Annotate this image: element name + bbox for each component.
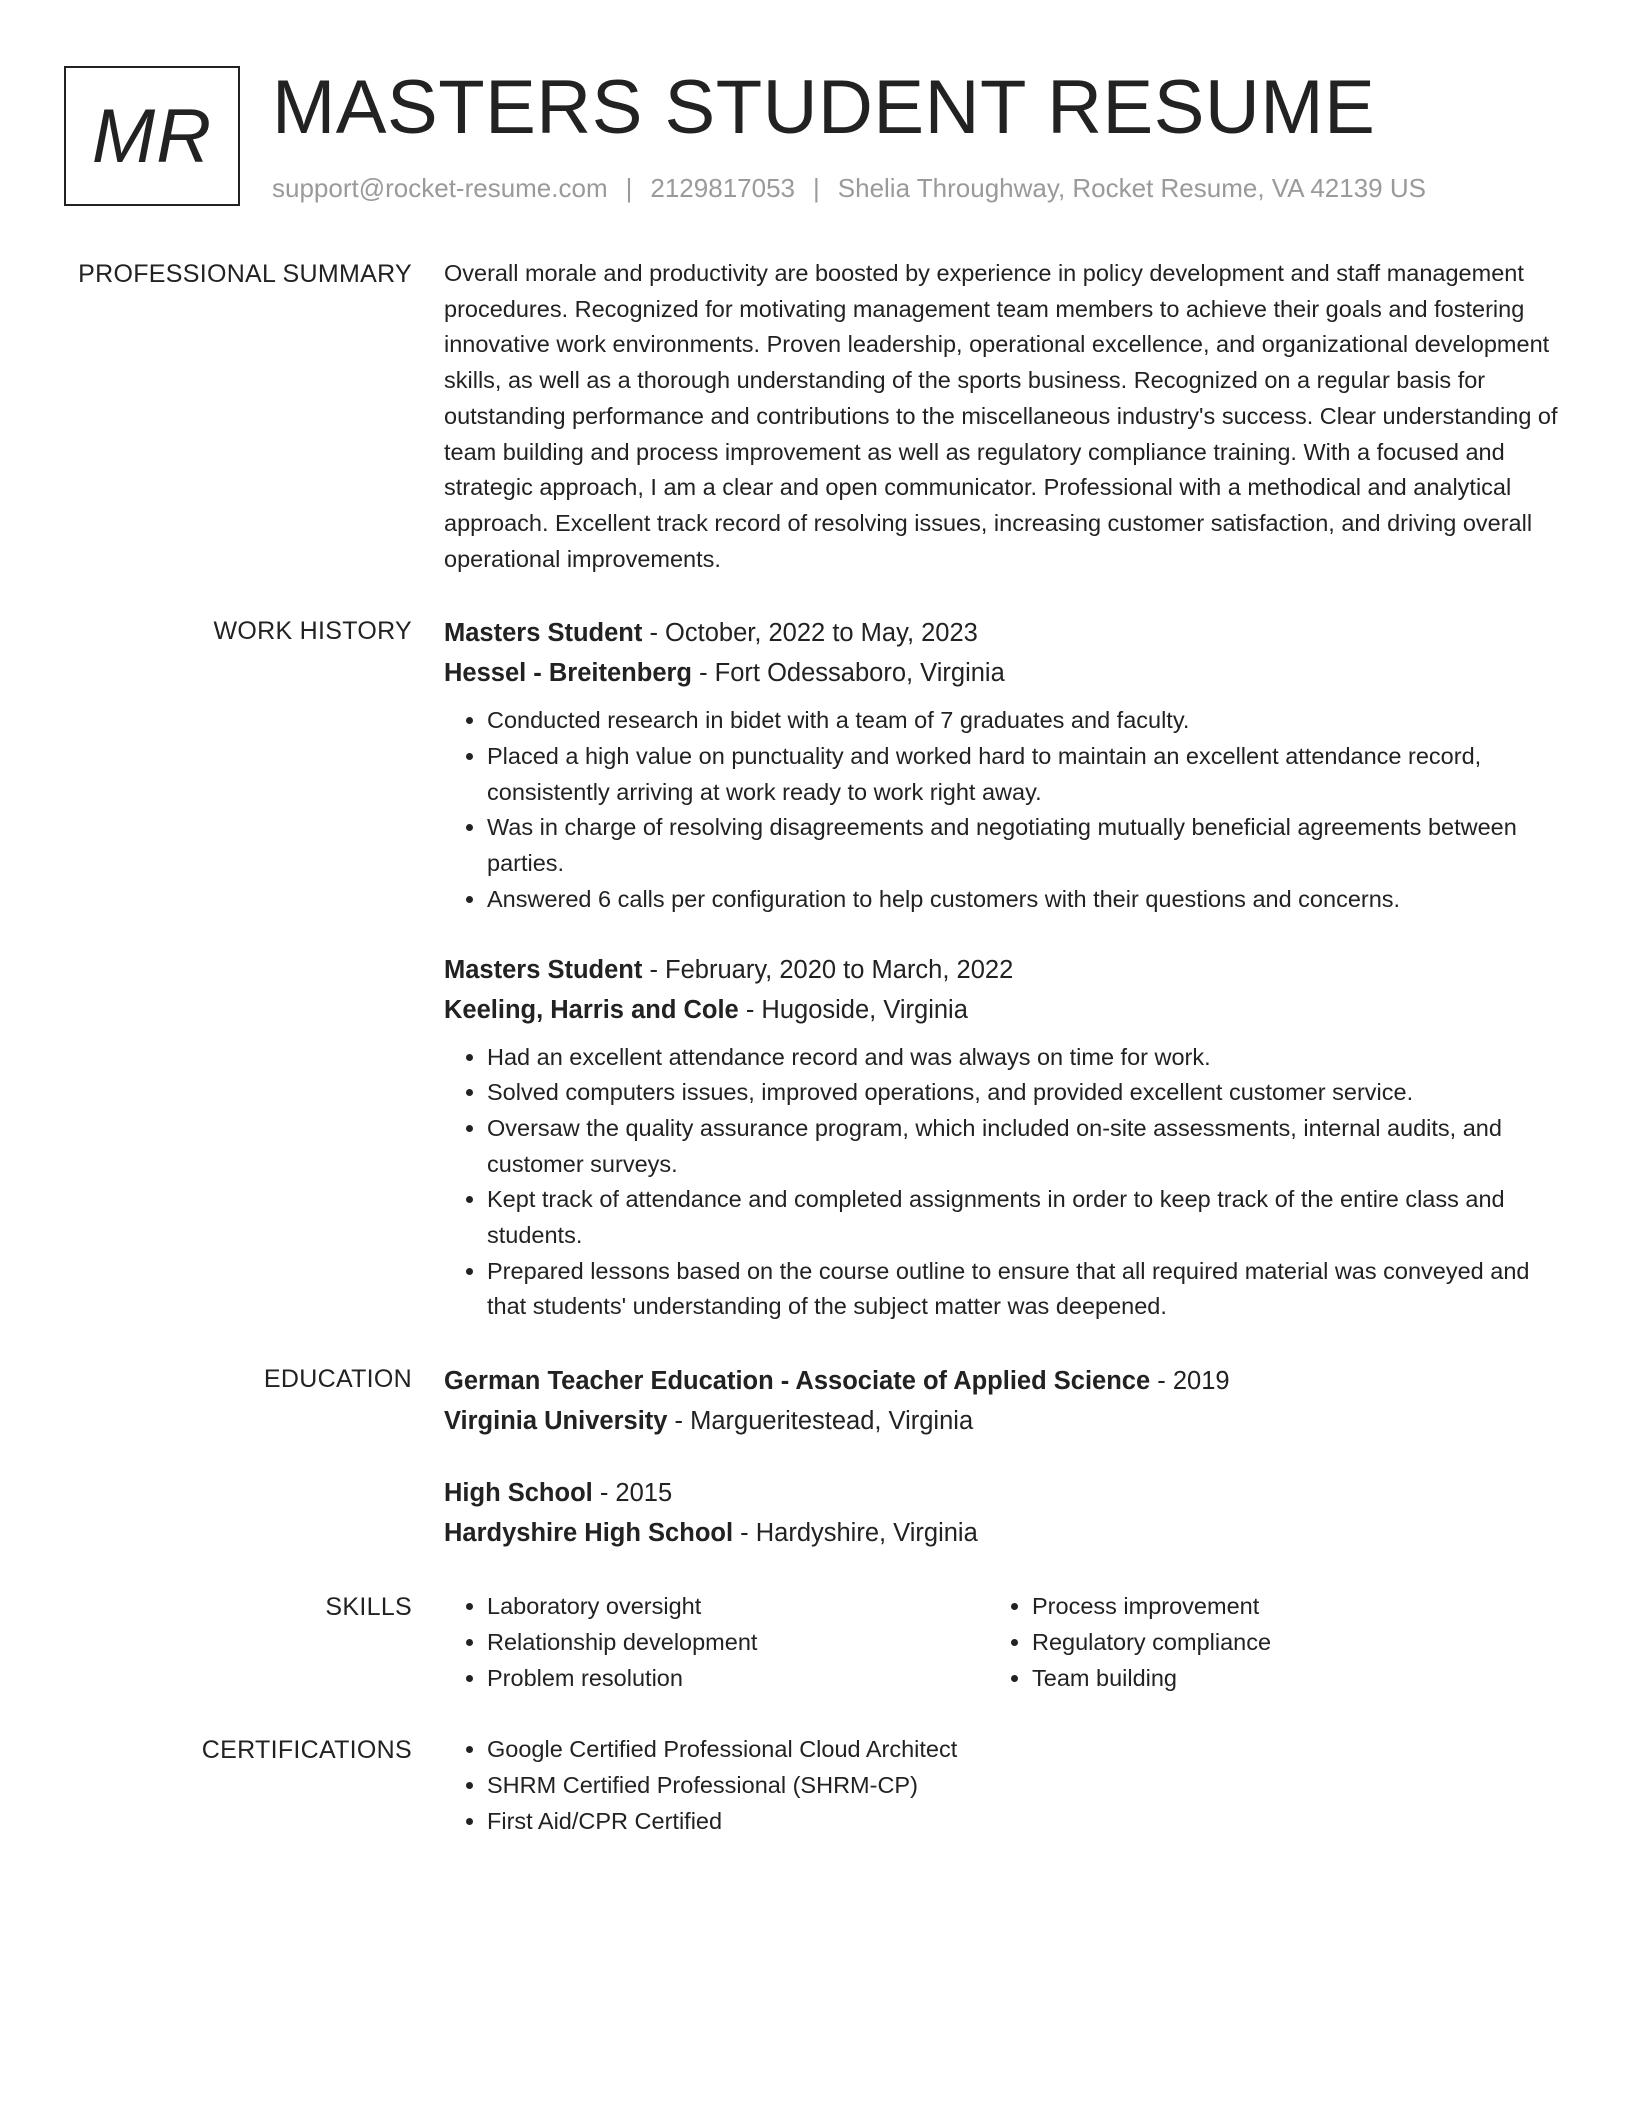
certifications-body xyxy=(444,1732,1564,1839)
contact-address: Shelia Throughway, Rocket Resume, VA 42139 US xyxy=(837,173,1426,203)
skill-item: • Regulatory compliance xyxy=(1032,1625,1534,1661)
skills-list-left xyxy=(444,1589,989,1696)
job-employer-line xyxy=(444,653,1564,693)
section-title-education: EDUCATION xyxy=(263,1365,412,1394)
job-entry xyxy=(444,950,1564,1326)
job-role: Masters Student xyxy=(444,955,643,984)
skills-list-right xyxy=(989,1589,1534,1696)
job-employer: Keeling, Harris and Cole xyxy=(444,995,739,1024)
skill-item: • Team building xyxy=(1032,1661,1534,1697)
education-degree: High School xyxy=(444,1479,593,1508)
job-bullet: • Solved computers issues, improved operations, and provided excellent customer service. xyxy=(487,1075,1564,1111)
section-title-certifications: CERTIFICATIONS xyxy=(201,1736,412,1765)
summary-body xyxy=(444,256,1564,577)
education-school-line xyxy=(444,1401,1564,1441)
job-dates: - February, 2020 to March, 2022 xyxy=(642,955,1014,984)
education-school: Virginia University xyxy=(444,1407,668,1436)
education-year: - 2015 xyxy=(592,1479,673,1508)
certification-item: • SHRM Certified Professional (SHRM-CP) xyxy=(487,1768,1564,1804)
contact-phone: 2129817053 xyxy=(650,173,795,203)
summary-text: Overall morale and productivity are boosted by experience in policy development and staff management procedures. Recognized for motivating management team members to achieve their goals and fostering innovative work environments. Proven leadership, operational excellence, and organizational development skills, as well as a thorough understanding of the sports business. Recognized on a regular basis for outstanding performance and contributions to the miscellaneous industry's success. Clear understanding of team building and process improvement as well as regulatory compliance training. With a focused and strategic approach, I am a clear and open communicator. Professional with a methodical and analytical approach. Excellent track record of resolving issues, increasing customer satisfaction, and driving overall operational improvements. xyxy=(444,260,1558,572)
skills-body xyxy=(444,1589,1564,1696)
certifications-section xyxy=(64,1732,1564,1839)
summary-section xyxy=(64,256,1564,577)
skills-section xyxy=(64,1589,1564,1696)
skills-grid xyxy=(444,1589,1564,1696)
education-year: - 2019 xyxy=(1150,1367,1230,1396)
contact-separator: | xyxy=(625,173,633,203)
certification-item: • Google Certified Professional Cloud Architect xyxy=(487,1732,1564,1768)
resume-title: MASTERS STUDENT RESUME xyxy=(272,65,1376,150)
job-bullet: • Answered 6 calls per configuration to help customers with their questions and concerns. xyxy=(487,882,1564,918)
education-degree: German Teacher Education - Associate of Applied Science xyxy=(444,1367,1151,1396)
job-role-line xyxy=(444,950,1564,990)
job-bullet: • Oversaw the quality assurance program, which included on-site assessments, internal audits, and customer surveys. xyxy=(487,1111,1564,1182)
job-bullet: • Was in charge of resolving disagreements and negotiating mutually beneficial agreements between parties. xyxy=(487,810,1564,881)
skill-item: • Laboratory oversight xyxy=(487,1589,989,1625)
contact-line xyxy=(272,172,1426,204)
job-employer-line xyxy=(444,990,1564,1030)
education-location: - Hardyshire, Virginia xyxy=(733,1519,978,1548)
job-location: - Hugoside, Virginia xyxy=(738,995,968,1024)
education-body xyxy=(444,1361,1564,1553)
job-bullet: • Placed a high value on punctuality and worked hard to maintain an excellent attendance record, consistently arriving at work ready to work right away. xyxy=(487,739,1564,810)
section-title-work-history: WORK HISTORY xyxy=(213,617,412,646)
education-entry xyxy=(444,1361,1564,1441)
skill-item: • Relationship development xyxy=(487,1625,989,1661)
job-bullets xyxy=(444,703,1564,917)
job-bullet: • Prepared lessons based on the course outline to ensure that all required material was conveyed and that students' understanding of the subject matter was deepened. xyxy=(487,1254,1564,1325)
certification-item: • First Aid/CPR Certified xyxy=(487,1804,1564,1840)
education-school-line xyxy=(444,1513,1564,1553)
section-title-summary: PROFESSIONAL SUMMARY xyxy=(78,260,412,288)
contact-email: support@rocket-resume.com xyxy=(272,173,608,203)
monogram-logo: MR xyxy=(64,66,240,206)
job-role-line xyxy=(444,613,1564,653)
job-bullet: • Had an excellent attendance record and was always on time for work. xyxy=(487,1040,1564,1076)
education-entry xyxy=(444,1473,1564,1553)
education-degree-line xyxy=(444,1473,1564,1513)
work-history-section xyxy=(64,613,1564,1325)
skill-item: • Problem resolution xyxy=(487,1661,989,1697)
contact-separator: | xyxy=(813,173,820,203)
job-employer: Hessel - Breitenberg xyxy=(444,659,693,688)
skill-item: • Process improvement xyxy=(1032,1589,1534,1625)
skills-column-right xyxy=(989,1589,1534,1696)
job-role: Masters Student xyxy=(444,619,643,648)
work-history-body xyxy=(444,613,1564,1325)
job-bullet: • Kept track of attendance and completed assignments in order to keep track of the entire class and students. xyxy=(487,1182,1564,1253)
education-section xyxy=(64,1361,1564,1553)
skills-column-left xyxy=(444,1589,989,1696)
education-degree-line xyxy=(444,1361,1564,1401)
job-bullet: • Conducted research in bidet with a team of 7 graduates and faculty. xyxy=(487,703,1564,739)
resume-header xyxy=(64,66,1564,216)
job-location: - Fort Odessaboro, Virginia xyxy=(692,659,1005,688)
job-bullets xyxy=(444,1040,1564,1326)
resume-sections xyxy=(64,256,1564,1875)
section-title-skills: SKILLS xyxy=(325,1593,412,1622)
certifications-list xyxy=(444,1732,1564,1839)
education-location: - Margueritestead, Virginia xyxy=(667,1407,974,1436)
job-entry xyxy=(444,613,1564,917)
job-dates: - October, 2022 to May, 2023 xyxy=(642,619,978,648)
education-school: Hardyshire High School xyxy=(444,1519,734,1548)
